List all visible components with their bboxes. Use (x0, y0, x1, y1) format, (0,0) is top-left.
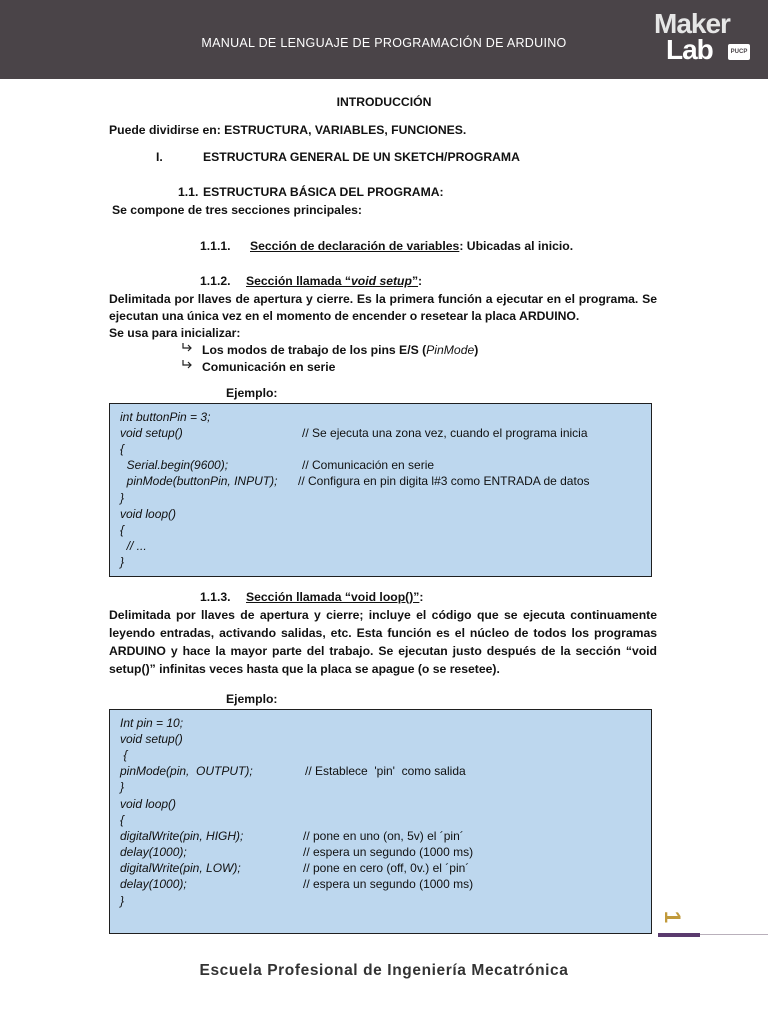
sub11-number: 1.1. (178, 185, 199, 199)
sub111-heading (250, 239, 573, 254)
code-line: pinMode(buttonPin, INPUT); (120, 474, 278, 488)
code-line: { (120, 442, 125, 456)
code-comment: // pone en cero (off, 0v.) el ´pin´ (303, 861, 470, 875)
example2-label: Ejemplo: (226, 692, 278, 706)
code-line: } (120, 894, 125, 908)
code-comment: // pone en uno (on, 5v) el ´pin´ (303, 829, 464, 843)
code-comment: // Comunicación en serie (302, 458, 435, 472)
sub113-para-line2: leyendo entradas, activando salidas, etc. Esta función es el núcleo de todos los programas (109, 626, 657, 640)
code-line: // ... (120, 539, 147, 553)
code-block-loop (109, 709, 652, 934)
code-line: pinMode(pin, OUTPUT); (120, 764, 253, 778)
code-line: Serial.begin(9600); (120, 458, 229, 472)
code-line: { (120, 748, 128, 762)
section1-number: I. (156, 150, 163, 164)
page-number: 1 (660, 910, 686, 924)
sub111-title: Sección de declaración de variables (250, 239, 460, 253)
sub113-heading (246, 590, 423, 605)
code-line: delay(1000); (120, 845, 187, 859)
sub112-para-line1: Delimitada por llaves de apertura y cierre. Es la primera función a ejecutar en el programa. Se (109, 292, 657, 306)
sub113-title: Sección llamada “void loop()” (246, 590, 420, 604)
sub112-colon: : (418, 274, 423, 288)
code-line: void loop() (120, 507, 177, 521)
code-comment: // espera un segundo (1000 ms) (303, 845, 474, 859)
arrow-right-icon (181, 342, 193, 354)
code-line: void loop() (120, 797, 177, 811)
sub113-colon: : (419, 590, 424, 604)
bullet-pinmode-b: PinMode (426, 343, 475, 357)
example1-label: Ejemplo: (226, 386, 278, 400)
section1-title: ESTRUCTURA GENERAL DE UN SKETCH/PROGRAMA (203, 150, 520, 164)
code-line: int buttonPin = 3; (120, 410, 211, 424)
sub112-heading (246, 274, 422, 289)
code-line: void setup() (120, 426, 183, 440)
sub113-number: 1.1.3. (200, 590, 231, 604)
bullet-pinmode-c: ) (474, 343, 479, 357)
page-footer: Escuela Profesional de Ingeniería Mecatrónica (199, 962, 569, 979)
bullet-pinmode-a: Los modos de trabajo de los pins E/S ( (202, 343, 427, 357)
sub11-title: ESTRUCTURA BÁSICA DEL PROGRAMA: (203, 185, 444, 199)
sub111-rest: : Ubicadas al inicio. (459, 239, 574, 253)
code-line: digitalWrite(pin, HIGH); (120, 829, 244, 843)
code-line: } (120, 780, 125, 794)
code-line: delay(1000); (120, 877, 187, 891)
sub112-title-a: Sección llamada “ (246, 274, 351, 288)
sub112-title-b: void setup (351, 274, 412, 288)
logo-pucp-badge: PUCP (728, 44, 750, 60)
code-line: Int pin = 10; (120, 716, 184, 730)
intro-heading: INTRODUCCIÓN (336, 95, 432, 109)
logo-lab-text: Lab (666, 34, 713, 65)
sub113-para-line4: setup()” infinitas veces hasta que la placa se apague (o se resetee). (109, 662, 500, 676)
page-accent-bar (658, 933, 700, 937)
code-line: void setup() (120, 732, 183, 746)
sub112-para-line3: Se usa para inicializar: (109, 326, 241, 340)
code-line: } (120, 491, 125, 505)
page-divider (700, 934, 768, 935)
sub112-number: 1.1.2. (200, 274, 231, 288)
sub113-para-line1: Delimitada por llaves de apertura y cierre; incluye el código que se ejecuta continuamente (109, 608, 657, 622)
header-title: MANUAL DE LENGUAJE DE PROGRAMACIÓN DE ARDUINO (201, 36, 567, 50)
sub112-para-line2: ejecutan una única vez en el momento de encender o resetear la placa ARDUINO. (109, 309, 580, 323)
intro-line: Puede dividirse en: ESTRUCTURA, VARIABLES, FUNCIONES. (109, 123, 467, 137)
bullet-serial: Comunicación en serie (202, 360, 336, 374)
code-line: { (120, 813, 125, 827)
sub111-number: 1.1.1. (200, 239, 231, 253)
code-line: } (120, 555, 125, 569)
code-comment: // espera un segundo (1000 ms) (303, 877, 474, 891)
sub112-title-c: ” (411, 274, 419, 288)
sub11-desc: Se compone de tres secciones principales: (112, 203, 362, 217)
sub113-para-line3: ARDUINO y hace la mayor parte del trabajo. Se ejecutan justo después de la sección “void (109, 644, 657, 658)
code-line: { (120, 523, 125, 537)
logo-maker-text: Maker (654, 8, 730, 39)
code-block-setup (109, 403, 652, 577)
code-line: digitalWrite(pin, LOW); (120, 861, 241, 875)
code-comment: // Establece 'pin' como salida (305, 764, 466, 778)
arrow-right-icon (181, 359, 193, 371)
bullet-pinmode (202, 343, 478, 358)
code-comment: // Configura en pin digita l#3 como ENTRADA de datos (298, 474, 590, 488)
code-comment: // Se ejecuta una zona vez, cuando el programa inicia (302, 426, 588, 440)
